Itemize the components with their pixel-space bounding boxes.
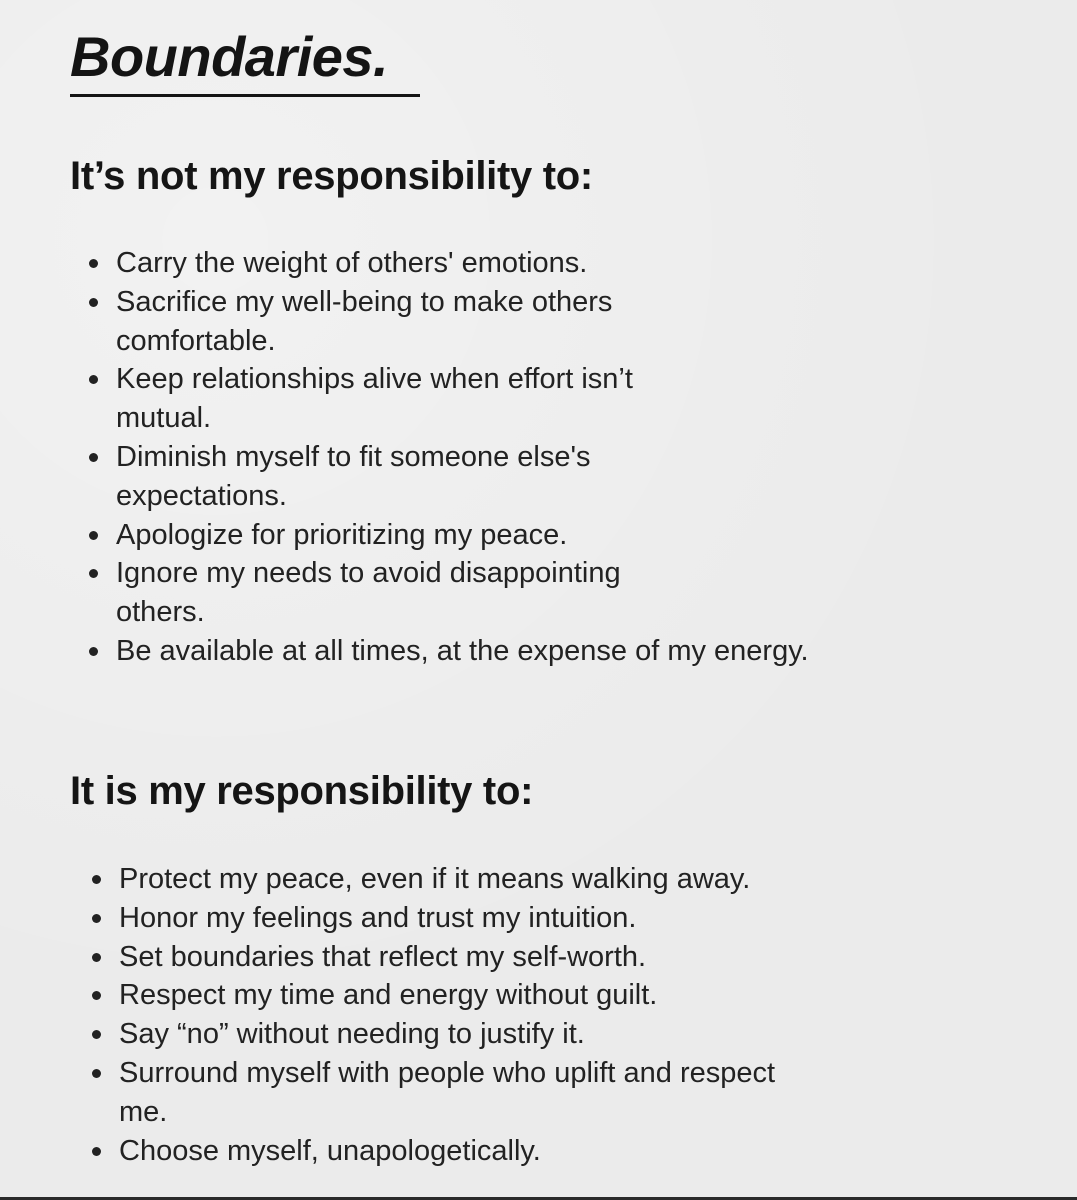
list-item-text: Be available at all times, at the expense of my energy. bbox=[116, 634, 809, 667]
list-item bbox=[119, 899, 899, 938]
bullet-icon bbox=[92, 1030, 101, 1039]
bullet-icon bbox=[89, 453, 98, 462]
bullet-icon bbox=[92, 953, 101, 962]
bullet-icon bbox=[92, 1069, 101, 1078]
list-item bbox=[119, 860, 899, 899]
list-item bbox=[119, 1015, 899, 1054]
list-item-text: Diminish myself to fit someone else's expectations. bbox=[116, 440, 591, 512]
list-item-text: Respect my time and energy without guilt. bbox=[119, 979, 658, 1012]
list-item bbox=[119, 938, 899, 977]
bullet-icon bbox=[89, 259, 98, 268]
bullet-icon bbox=[89, 375, 98, 384]
bullet-icon bbox=[92, 991, 101, 1000]
list-item-text: Honor my feelings and trust my intuition. bbox=[119, 901, 637, 934]
list-item bbox=[119, 1132, 899, 1171]
list-item bbox=[119, 976, 899, 1015]
bullet-icon bbox=[89, 298, 98, 307]
bullet-icon bbox=[89, 531, 98, 540]
bullet-icon bbox=[92, 875, 101, 884]
bullet-icon bbox=[92, 1147, 101, 1156]
page-title: Boundaries. bbox=[70, 22, 420, 97]
not-responsibility-list bbox=[116, 244, 836, 671]
list-item bbox=[116, 438, 691, 516]
bullet-icon bbox=[92, 914, 101, 923]
section-heading-is-responsibility: It is my responsibility to: bbox=[70, 769, 534, 813]
list-item-text: Set boundaries that reflect my self-worth. bbox=[119, 940, 647, 973]
list-item-text: Surround myself with people who uplift and respect me. bbox=[119, 1056, 776, 1128]
list-item bbox=[116, 244, 756, 283]
list-item-text: Apologize for prioritizing my peace. bbox=[116, 518, 568, 551]
list-item bbox=[119, 1054, 789, 1132]
is-responsibility-list bbox=[119, 860, 899, 1170]
list-item-text: Carry the weight of others' emotions. bbox=[116, 247, 588, 279]
list-item-text: Choose myself, unapologetically. bbox=[119, 1134, 541, 1167]
list-item bbox=[116, 283, 716, 361]
list-item-text: Protect my peace, even if it means walking away. bbox=[119, 863, 751, 895]
section-heading-not-responsibility: It’s not my responsibility to: bbox=[70, 154, 593, 198]
list-item bbox=[116, 632, 816, 671]
bullet-icon bbox=[89, 647, 98, 656]
list-item-text: Sacrifice my well-being to make others comfortable. bbox=[116, 285, 613, 357]
bullet-icon bbox=[89, 569, 98, 578]
list-item-text: Say “no” without needing to justify it. bbox=[119, 1018, 585, 1051]
list-item-text: Ignore my needs to avoid disappointing others. bbox=[116, 557, 621, 629]
list-item-text: Keep relationships alive when effort isn’t mutual. bbox=[116, 363, 633, 435]
title-block bbox=[70, 22, 420, 97]
list-item bbox=[116, 360, 736, 438]
list-item bbox=[116, 554, 716, 632]
list-item bbox=[116, 516, 756, 555]
